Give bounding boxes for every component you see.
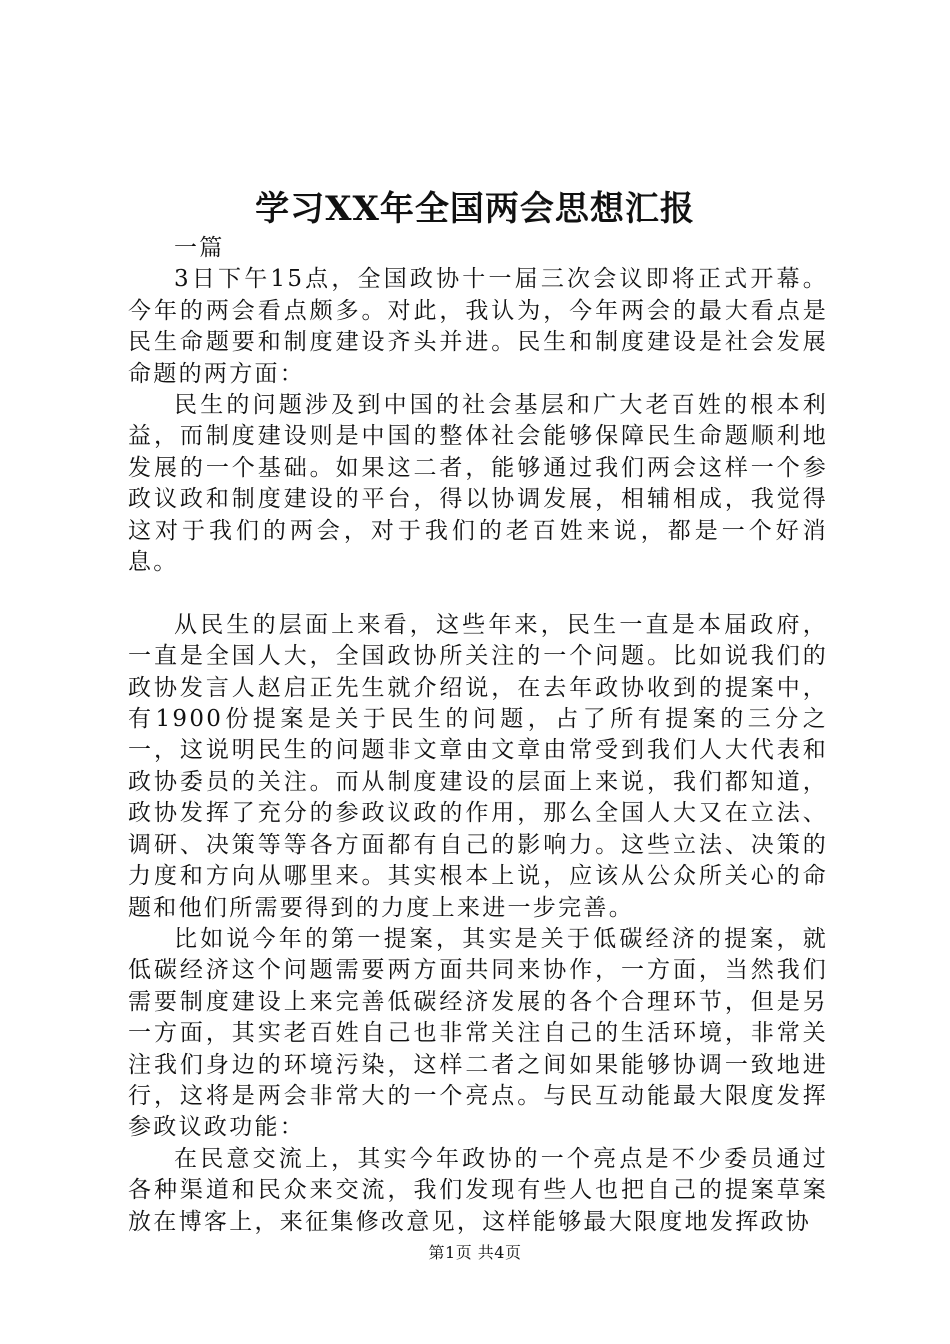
paragraph-4: 比如说今年的第一提案，其实是关于低碳经济的提案，就低碳经济这个问题需要两方面共同来协作，一方面，当然我们需要制度建设上来完善低碳经济发展的各个合理环节，但是另一方面，其实老百姓自己也非常关注自己的生活环境，非常关注我们身边的环境污染，这样二者之间如果能够协调一致地进行，这将是两会非常大的一个亮点。与民互动能最大限度发挥参政议政功能： — [128, 925, 828, 1141]
paragraph-1: 3日下午15点，全国政协十一届三次会议即将正式开幕。今年的两会看点颇多。对此，我认为，今年两会的最大看点是民生命题要和制度建设齐头并进。民生和制度建设是社会发展命题的两方面： — [128, 266, 828, 387]
section-label: 一篇 — [174, 235, 225, 261]
paragraph-3: 从民生的层面上来看，这些年来，民生一直是本届政府，一直是全国人大，全国政协所关注的一个问题。比如说我们的政协发言人赵启正先生就介绍说，在去年政协收到的提案中，有1900份提案是关于民生的问题，占了所有提案的三分之一，这说明民生的问题非文章由文章由常受到我们人大代表和政协委员的关注。而从制度建设的层面上来说，我们都知道，政协发挥了充分的参政议政的作用，那么全国人大又在立法、调研、决策等等各方面都有自己的影响力。这些立法、决策的力度和方向从哪里来。其实根本上说，应该从公众所关心的命题和他们所需要得到的力度上来进一步完善。 — [128, 611, 828, 921]
paragraph-5: 在民意交流上，其实今年政协的一个亮点是不少委员通过各种渠道和民众来交流，我们发现有些人也把自己的提案草案放在博客上，来征集修改意见，这样能够最大限度地发挥政协 — [128, 1145, 828, 1235]
document-title: 学习XX年全国两会思想汇报 — [255, 189, 695, 229]
page-footer: 第1页 共4页 — [428, 1243, 522, 1262]
document-body — [128, 233, 828, 1238]
paragraph-2: 民生的问题涉及到中国的社会基层和广大老百姓的根本利益，而制度建设则是中国的整体社会能够保障民生命题顺利地发展的一个基础。如果这二者，能够通过我们两会这样一个参政议政和制度建设的平台，得以协调发展，相辅相成，我觉得这对于我们的两会，对于我们的老百姓来说，都是一个好消息。 — [128, 392, 828, 576]
blank-line — [128, 578, 828, 609]
